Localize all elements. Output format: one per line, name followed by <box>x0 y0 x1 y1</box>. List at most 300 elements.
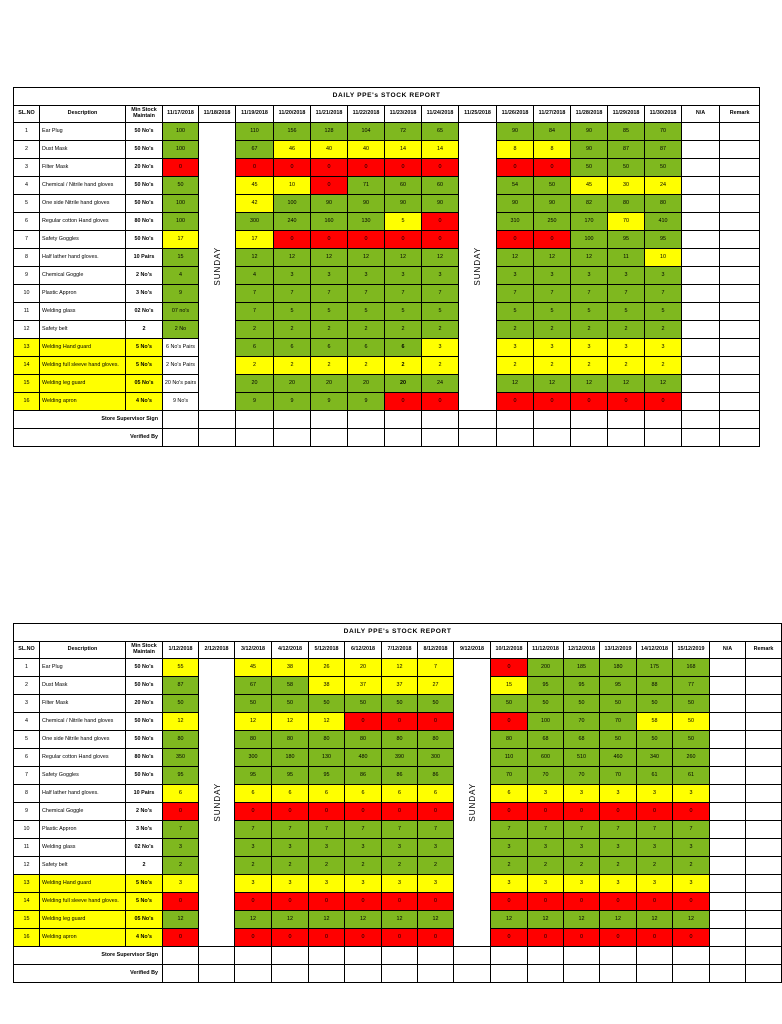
signature-cell[interactable] <box>235 965 272 983</box>
description-cell: Chemical / Nitrile hand gloves <box>40 177 126 195</box>
stock-report-2 <box>13 623 774 983</box>
stock-value-cell: 3 <box>235 839 272 857</box>
signature-cell[interactable] <box>645 411 682 429</box>
signature-cell[interactable] <box>608 429 645 447</box>
stock-value-cell: 88 <box>637 677 673 695</box>
signature-cell[interactable] <box>645 429 682 447</box>
stock-value-cell: 2 <box>645 321 682 339</box>
empty-cell <box>746 677 782 695</box>
table-row <box>14 141 760 159</box>
signature-cell[interactable] <box>309 947 345 965</box>
stock-value-cell: 110 <box>236 123 274 141</box>
signature-cell[interactable] <box>382 965 418 983</box>
table-row <box>14 231 760 249</box>
stock-value-cell: 20 <box>345 659 382 677</box>
stock-value-cell: 2 <box>274 357 311 375</box>
empty-cell <box>682 357 720 375</box>
signature-cell[interactable] <box>491 965 528 983</box>
stock-value-cell: 0 <box>385 393 422 411</box>
description-cell: Filter Mask <box>40 159 126 177</box>
stock-value-cell: 3 <box>608 267 645 285</box>
stock-value-cell: 85 <box>608 123 645 141</box>
signature-cell[interactable] <box>274 411 311 429</box>
stock-value-cell: 0 <box>534 159 571 177</box>
stock-value-cell: 3 <box>422 339 459 357</box>
stock-value-cell: 60 <box>422 177 459 195</box>
signature-cell[interactable] <box>637 965 673 983</box>
stock-value-cell: 340 <box>637 749 673 767</box>
stock-value-cell: 3 <box>382 839 418 857</box>
stock-value-cell: 50 <box>637 731 673 749</box>
stock-value-cell: 17 <box>236 231 274 249</box>
table-row <box>14 821 782 839</box>
stock-value-cell: 2 No <box>163 321 199 339</box>
stock-value-cell: 50 <box>491 695 528 713</box>
serial-number-cell: 15 <box>14 911 40 929</box>
stock-value-cell: 61 <box>673 767 710 785</box>
stock-value-cell: 160 <box>311 213 348 231</box>
stock-value-cell: 0 <box>600 929 637 947</box>
empty-cell <box>720 231 760 249</box>
table-row <box>14 393 760 411</box>
signature-cell[interactable] <box>163 965 199 983</box>
stock-value-cell: 3 <box>673 839 710 857</box>
stock-value-cell: 0 <box>673 803 710 821</box>
stock-value-cell: 2 <box>645 357 682 375</box>
stock-value-cell: 3 <box>673 875 710 893</box>
signature-cell[interactable] <box>710 965 746 983</box>
stock-value-cell: 2 <box>345 857 382 875</box>
stock-value-cell: 95 <box>600 677 637 695</box>
stock-value-cell: 87 <box>163 677 199 695</box>
stock-value-cell: 300 <box>235 749 272 767</box>
signature-cell[interactable] <box>199 947 235 965</box>
signature-cell[interactable] <box>564 965 600 983</box>
signature-cell[interactable] <box>163 429 199 447</box>
column-header: 11/19/2018 <box>236 106 274 123</box>
stock-value-cell: 12 <box>309 713 345 731</box>
signature-cell[interactable] <box>311 411 348 429</box>
stock-value-cell: 2 <box>385 357 422 375</box>
stock-value-cell: 68 <box>528 731 564 749</box>
description-cell: Safety belt <box>40 857 126 875</box>
column-header: 11/27/2018 <box>534 106 571 123</box>
signature-cell[interactable] <box>199 411 236 429</box>
column-header: 15/12/2019 <box>673 642 710 659</box>
empty-cell <box>710 677 746 695</box>
stock-value-cell: 7 <box>528 821 564 839</box>
signature-cell[interactable] <box>272 965 309 983</box>
signature-cell[interactable] <box>236 429 274 447</box>
serial-number-cell: 12 <box>14 321 40 339</box>
stock-value-cell: 50 <box>600 695 637 713</box>
description-cell: Half lather hand gloves. <box>40 249 126 267</box>
stock-value-cell: 0 <box>422 159 459 177</box>
signature-cell[interactable] <box>528 965 564 983</box>
signature-cell[interactable] <box>528 947 564 965</box>
stock-value-cell: 7 <box>422 285 459 303</box>
empty-cell <box>720 141 760 159</box>
empty-cell <box>710 749 746 767</box>
min-stock-cell: 20 No's <box>126 695 163 713</box>
stock-value-cell: 2 <box>274 321 311 339</box>
description-cell: Chemical Goggle <box>40 803 126 821</box>
stock-value-cell: 5 <box>422 303 459 321</box>
stock-value-cell: 50 <box>163 695 199 713</box>
signature-cell[interactable] <box>491 947 528 965</box>
table-row <box>14 213 760 231</box>
stock-value-cell: 100 <box>163 213 199 231</box>
stock-value-cell: 80 <box>382 731 418 749</box>
column-header: Remark <box>746 642 782 659</box>
stock-value-cell: 2 <box>571 357 608 375</box>
stock-value-cell: 3 <box>528 785 564 803</box>
stock-value-cell: 3 <box>311 267 348 285</box>
signature-cell[interactable] <box>564 947 600 965</box>
stock-value-cell: 12 <box>235 713 272 731</box>
signature-cell[interactable] <box>382 947 418 965</box>
signature-cell[interactable] <box>673 947 710 965</box>
stock-value-cell: 80 <box>491 731 528 749</box>
stock-value-cell: 7 <box>163 821 199 839</box>
min-stock-cell: 50 No's <box>126 123 163 141</box>
stock-value-cell: 2 <box>491 857 528 875</box>
signature-cell[interactable] <box>348 411 385 429</box>
stock-value-cell: 2 <box>348 321 385 339</box>
stock-value-cell: 480 <box>345 749 382 767</box>
signature-cell[interactable] <box>199 429 236 447</box>
stock-value-cell: 84 <box>534 123 571 141</box>
stock-value-cell: 6 <box>311 339 348 357</box>
table-row <box>14 249 760 267</box>
stock-value-cell: 50 <box>645 159 682 177</box>
column-header: 11/17/2018 <box>163 106 199 123</box>
signature-cell[interactable] <box>682 411 720 429</box>
signature-cell[interactable] <box>571 429 608 447</box>
signature-cell[interactable] <box>274 429 311 447</box>
signature-cell[interactable] <box>311 429 348 447</box>
stock-value-cell: 3 <box>309 875 345 893</box>
signature-cell[interactable] <box>163 947 199 965</box>
stock-value-cell: 6 <box>163 785 199 803</box>
stock-value-cell: 0 <box>418 713 454 731</box>
signature-cell[interactable] <box>600 965 637 983</box>
stock-value-cell: 0 <box>491 713 528 731</box>
stock-value-cell: 3 <box>345 875 382 893</box>
description-cell: Welding Hand guard <box>40 339 126 357</box>
signature-cell[interactable] <box>454 965 491 983</box>
stock-value-cell: 77 <box>673 677 710 695</box>
stock-value-cell: 0 <box>382 893 418 911</box>
stock-value-cell: 0 <box>491 803 528 821</box>
signature-cell[interactable] <box>497 411 534 429</box>
stock-value-cell: 6 <box>274 339 311 357</box>
signature-cell[interactable] <box>345 947 382 965</box>
signature-cell[interactable] <box>534 411 571 429</box>
stock-value-cell: 0 <box>422 231 459 249</box>
stock-value-cell: 0 <box>274 231 311 249</box>
stock-value-cell: 55 <box>163 659 199 677</box>
stock-value-cell: 5 <box>571 303 608 321</box>
stock-value-cell: 67 <box>235 677 272 695</box>
stock-value-cell: 87 <box>645 141 682 159</box>
empty-cell <box>710 767 746 785</box>
min-stock-cell: 5 No's <box>126 357 163 375</box>
column-header: 2/12/2018 <box>199 642 235 659</box>
empty-cell <box>682 249 720 267</box>
stock-value-cell: 0 <box>534 393 571 411</box>
stock-value-cell: 27 <box>418 677 454 695</box>
column-header: 13/12/2019 <box>600 642 637 659</box>
stock-value-cell: 58 <box>272 677 309 695</box>
stock-value-cell: 5 <box>311 303 348 321</box>
signature-cell[interactable] <box>608 411 645 429</box>
signature-cell[interactable] <box>236 411 274 429</box>
stock-value-cell: 95 <box>309 767 345 785</box>
empty-cell <box>710 803 746 821</box>
description-cell: Welding leg guard <box>40 911 126 929</box>
stock-value-cell: 0 <box>311 177 348 195</box>
serial-number-cell: 6 <box>14 749 40 767</box>
signature-cell[interactable] <box>720 411 760 429</box>
column-header: 8/12/2018 <box>418 642 454 659</box>
stock-value-cell: 0 <box>309 893 345 911</box>
empty-cell <box>720 213 760 231</box>
stock-value-cell: 7 <box>418 821 454 839</box>
stock-value-cell: 12 <box>645 375 682 393</box>
stock-value-cell: 10 <box>274 177 311 195</box>
empty-cell <box>720 303 760 321</box>
stock-value-cell: 54 <box>497 177 534 195</box>
stock-value-cell: 80 <box>418 731 454 749</box>
stock-value-cell: 7 <box>418 659 454 677</box>
signature-cell[interactable] <box>571 411 608 429</box>
stock-value-cell: 130 <box>309 749 345 767</box>
signature-cell[interactable] <box>746 965 782 983</box>
empty-cell <box>710 731 746 749</box>
signature-cell[interactable] <box>534 429 571 447</box>
stock-value-cell: 70 <box>600 767 637 785</box>
stock-value-cell: 8 <box>497 141 534 159</box>
signature-cell[interactable] <box>459 429 497 447</box>
sunday-cell <box>454 659 491 947</box>
signature-cell[interactable] <box>163 411 199 429</box>
stock-value-cell: 0 <box>491 929 528 947</box>
signature-cell[interactable] <box>422 411 459 429</box>
stock-value-cell: 12 <box>382 911 418 929</box>
empty-cell <box>746 803 782 821</box>
stock-value-cell: 95 <box>163 767 199 785</box>
empty-cell <box>720 123 760 141</box>
table-row <box>14 195 760 213</box>
stock-value-cell: 12 <box>497 375 534 393</box>
column-header: SL.NO <box>14 106 40 123</box>
table-row <box>14 911 782 929</box>
stock-value-cell: 0 <box>422 393 459 411</box>
signature-cell[interactable] <box>418 947 454 965</box>
stock-value-cell: 300 <box>418 749 454 767</box>
stock-value-cell: 0 <box>637 803 673 821</box>
description-cell: Ear Plug <box>40 659 126 677</box>
stock-value-cell: 2 <box>382 857 418 875</box>
serial-number-cell: 15 <box>14 375 40 393</box>
table-row <box>14 731 782 749</box>
stock-value-cell: 0 <box>673 893 710 911</box>
stock-value-cell: 12 <box>235 911 272 929</box>
serial-number-cell: 4 <box>14 713 40 731</box>
stock-value-cell: 70 <box>491 767 528 785</box>
stock-value-cell: 50 <box>673 695 710 713</box>
serial-number-cell: 1 <box>14 123 40 141</box>
column-header: 4/12/2018 <box>272 642 309 659</box>
min-stock-cell: 5 No's <box>126 893 163 911</box>
stock-value-cell: 50 <box>309 695 345 713</box>
empty-cell <box>746 659 782 677</box>
table-row <box>14 177 760 195</box>
stock-value-cell: 7 <box>645 285 682 303</box>
signature-cell[interactable] <box>422 429 459 447</box>
stock-value-cell: 07 no's <box>163 303 199 321</box>
stock-value-cell: 6 <box>418 785 454 803</box>
stock-value-cell: 45 <box>571 177 608 195</box>
min-stock-cell: 02 No's <box>126 303 163 321</box>
signature-cell[interactable] <box>418 965 454 983</box>
stock-value-cell: 175 <box>637 659 673 677</box>
stock-value-cell: 50 <box>345 695 382 713</box>
column-header: Remark <box>720 106 760 123</box>
stock-value-cell: 5 <box>645 303 682 321</box>
stock-value-cell: 90 <box>422 195 459 213</box>
signature-cell[interactable] <box>345 965 382 983</box>
column-header: 11/21/2018 <box>311 106 348 123</box>
empty-cell <box>720 339 760 357</box>
description-cell: One side Nitrile hand gloves <box>40 731 126 749</box>
serial-number-cell: 12 <box>14 857 40 875</box>
sunday-cell <box>199 123 236 411</box>
sunday-label: SUNDAY <box>213 246 223 286</box>
signature-cell[interactable] <box>235 947 272 965</box>
column-header: 3/12/2018 <box>235 642 272 659</box>
serial-number-cell: 13 <box>14 875 40 893</box>
min-stock-cell: 50 No's <box>126 231 163 249</box>
stock-value-cell: 45 <box>235 659 272 677</box>
stock-value-cell: 0 <box>348 159 385 177</box>
stock-value-cell: 95 <box>645 231 682 249</box>
signature-cell[interactable] <box>710 947 746 965</box>
stock-value-cell: 240 <box>274 213 311 231</box>
stock-value-cell: 9 <box>348 393 385 411</box>
stock-value-cell: 6 <box>491 785 528 803</box>
stock-value-cell: 2 <box>236 357 274 375</box>
stock-value-cell: 156 <box>274 123 311 141</box>
signature-cell[interactable] <box>454 947 491 965</box>
stock-value-cell: 14 <box>385 141 422 159</box>
empty-cell <box>682 393 720 411</box>
empty-cell <box>746 695 782 713</box>
stock-value-cell: 2 <box>422 321 459 339</box>
stock-value-cell: 5 <box>385 303 422 321</box>
stock-value-cell: 6 <box>348 339 385 357</box>
stock-value-cell: 100 <box>571 231 608 249</box>
column-header: 11/24/2018 <box>422 106 459 123</box>
signature-cell[interactable] <box>682 429 720 447</box>
signature-cell[interactable] <box>637 947 673 965</box>
signature-cell[interactable] <box>720 429 760 447</box>
stock-value-cell: 7 <box>382 821 418 839</box>
empty-cell <box>710 929 746 947</box>
stock-value-cell: 3 <box>571 339 608 357</box>
stock-value-cell: 86 <box>418 767 454 785</box>
signature-cell[interactable] <box>673 965 710 983</box>
stock-value-cell: 80 <box>309 731 345 749</box>
stock-value-cell: 12 <box>163 713 199 731</box>
stock-value-cell: 7 <box>272 821 309 839</box>
empty-cell <box>746 857 782 875</box>
stock-value-cell: 12 <box>673 911 710 929</box>
table-row <box>14 123 760 141</box>
description-cell: One side Nitrile hand gloves <box>40 195 126 213</box>
table-row <box>14 357 760 375</box>
empty-cell <box>682 303 720 321</box>
stock-value-cell: 90 <box>497 123 534 141</box>
signature-cell[interactable] <box>746 947 782 965</box>
min-stock-cell: 02 No's <box>126 839 163 857</box>
min-stock-cell: 4 No's <box>126 393 163 411</box>
stock-value-cell: 0 <box>491 893 528 911</box>
stock-value-cell: 7 <box>345 821 382 839</box>
stock-value-cell: 68 <box>564 731 600 749</box>
stock-value-cell: 20 No's pairs <box>163 375 199 393</box>
stock-value-cell: 7 <box>235 821 272 839</box>
stock-value-cell: 37 <box>345 677 382 695</box>
stock-value-cell: 3 <box>645 339 682 357</box>
empty-cell <box>710 875 746 893</box>
signature-cell[interactable] <box>309 965 345 983</box>
store-supervisor-sign-label: Store Supervisor Sign <box>14 947 163 965</box>
stock-value-cell: 50 <box>600 731 637 749</box>
stock-value-cell: 7 <box>348 285 385 303</box>
stock-value-cell: 0 <box>274 159 311 177</box>
column-header: 9/12/2018 <box>454 642 491 659</box>
stock-value-cell: 128 <box>311 123 348 141</box>
empty-cell <box>710 713 746 731</box>
signature-cell[interactable] <box>348 429 385 447</box>
signature-cell[interactable] <box>459 411 497 429</box>
stock-value-cell: 90 <box>497 195 534 213</box>
signature-cell[interactable] <box>272 947 309 965</box>
signature-cell[interactable] <box>385 411 422 429</box>
min-stock-cell: 50 No's <box>126 177 163 195</box>
empty-cell <box>720 177 760 195</box>
stock-value-cell: 2 <box>528 857 564 875</box>
stock-value-cell: 0 <box>311 231 348 249</box>
signature-cell[interactable] <box>497 429 534 447</box>
table-row <box>14 803 782 821</box>
signature-cell[interactable] <box>600 947 637 965</box>
signature-cell[interactable] <box>199 965 235 983</box>
stock-value-cell: 86 <box>382 767 418 785</box>
signature-cell[interactable] <box>385 429 422 447</box>
column-header: 11/18/2018 <box>199 106 236 123</box>
min-stock-cell: 2 No's <box>126 267 163 285</box>
stock-value-cell: 6 <box>382 785 418 803</box>
stock-value-cell: 20 <box>274 375 311 393</box>
stock-value-cell: 2 <box>608 357 645 375</box>
stock-value-cell: 0 <box>534 231 571 249</box>
stock-value-cell: 12 <box>534 375 571 393</box>
stock-value-cell: 40 <box>311 141 348 159</box>
stock-value-cell: 5 <box>385 213 422 231</box>
